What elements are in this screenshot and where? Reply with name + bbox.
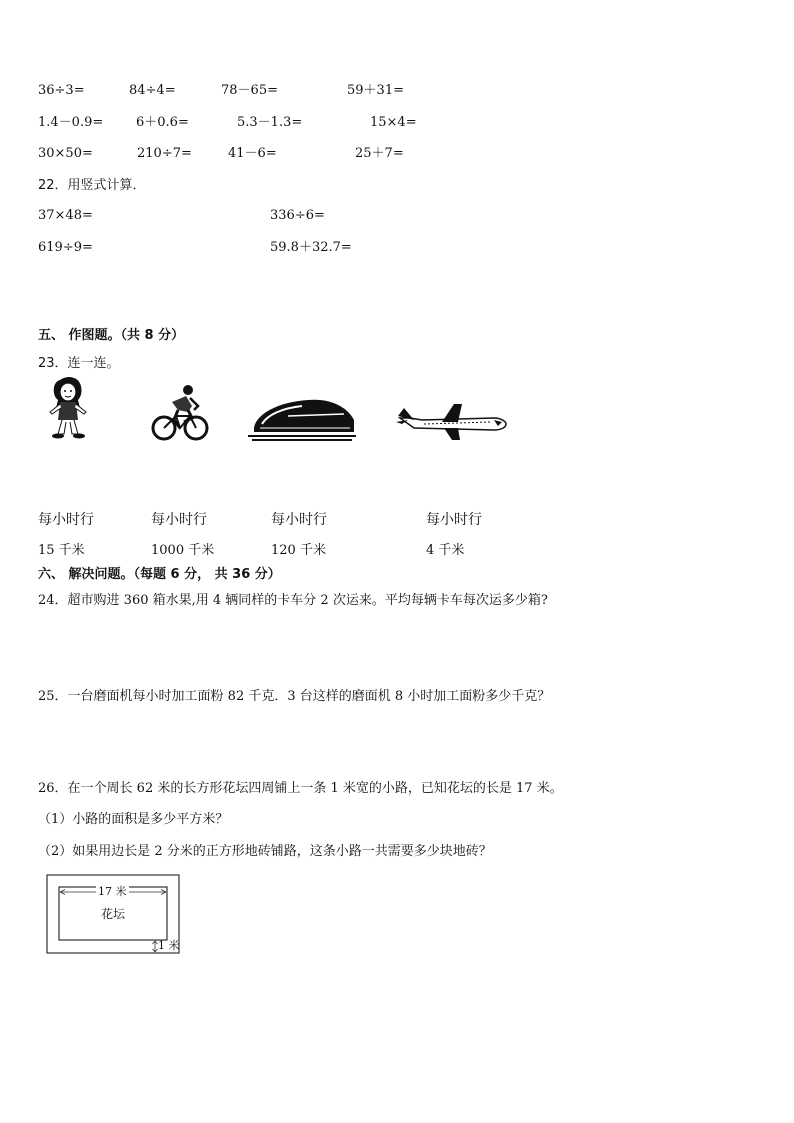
airplane-picture [394,396,508,442]
calc-item: 84÷4= [129,83,176,98]
calc-item: 5.3－1.3= [237,115,303,130]
speed-value: 1000 千米 [151,543,215,558]
calc-item: 78－65= [221,83,278,98]
garden-length-label: 17 米 [98,885,127,898]
speed-label: 每小时行 [38,512,94,528]
section5-title: 五、 作图题。（共 8 分） [38,328,185,343]
speed-label: 每小时行 [426,512,482,528]
question-24: 24．超市购进 360 箱水果,用 4 辆同样的卡车分 2 次运来。平均每辆卡车每次运多少箱? [38,593,548,608]
calc-item: 41－6= [228,146,277,161]
calc-item: 30×50= [38,146,93,161]
girl-picture [44,374,94,440]
section6-title: 六、 解决问题。（每题 6 分， 共 36 分） [38,567,281,582]
question-26-part-1: （1）小路的面积是多少平方米？ [38,812,229,827]
q22-item: 336÷6= [270,208,325,223]
cyclist-picture [150,382,210,442]
speed-value: 120 千米 [271,543,326,558]
q22-title: 22．用竖式计算． [38,178,146,193]
calc-item: 6＋0.6= [136,115,189,130]
speed-value: 4 千米 [426,543,465,558]
question-26-part-2: （2）如果用边长是 2 分米的正方形地砖铺路，这条小路一共需要多少块地砖？ [38,844,492,859]
q22-item: 37×48= [38,208,93,223]
q22-item: 59.8＋32.7= [270,240,352,255]
garden-figure [46,874,180,954]
path-width-label: 1 米 [158,939,180,952]
calc-item: 25＋7= [355,146,404,161]
q23-title: 23．连一连。 [38,356,120,371]
calc-item: 15×4= [370,115,417,130]
calc-item: 59＋31= [347,83,404,98]
calc-item: 1.4－0.9= [38,115,104,130]
speed-label: 每小时行 [271,512,327,528]
train-picture [248,394,358,442]
garden-label: 花坛 [101,907,126,921]
speed-label: 每小时行 [151,512,207,528]
calc-item: 210÷7= [137,146,192,161]
calc-item: 36÷3= [38,83,85,98]
q22-item: 619÷9= [38,240,93,255]
question-26: 26．在一个周长 62 米的长方形花坛四周铺上一条 1 米宽的小路，已知花坛的长是 17 米。 [38,781,563,796]
speed-value: 15 千米 [38,543,85,558]
question-25: 25．一台磨面机每小时加工面粉 82 千克．3 台这样的磨面机 8 小时加工面粉多少千克？ [38,689,551,704]
